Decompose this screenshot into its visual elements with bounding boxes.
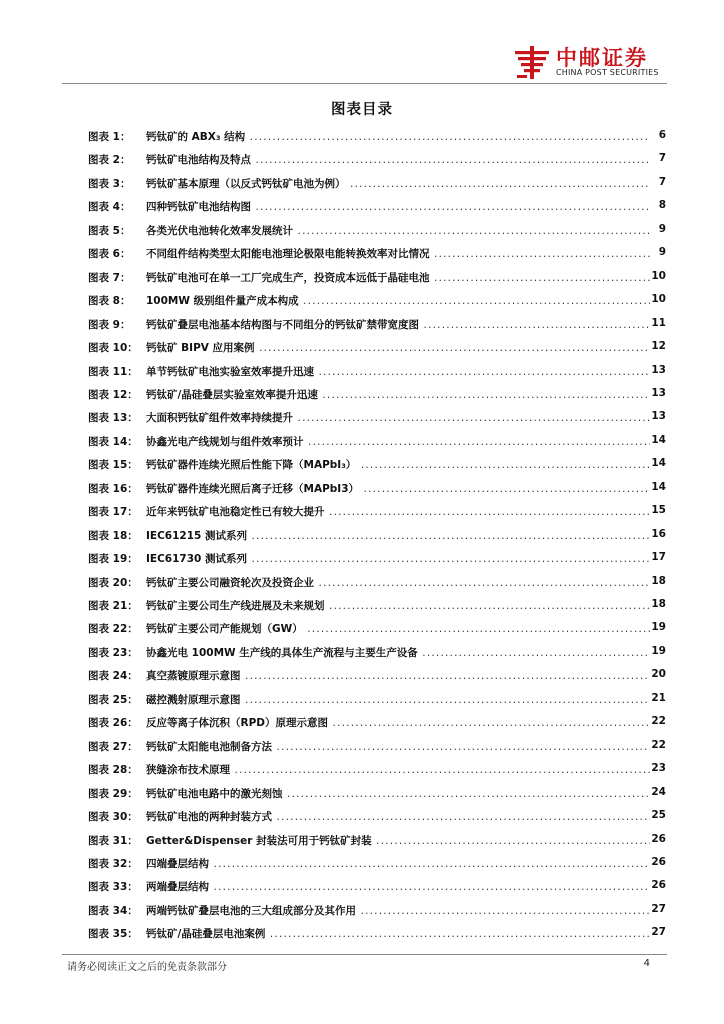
toc-figure-title: 磁控溅射原理示意图 ..... — [146, 692, 650, 707]
toc-entry[interactable] — [0, 197, 724, 215]
toc-figure-title: 钙钛矿主要公司融资轮次及投资企业 ..... — [146, 575, 650, 590]
toc-entry[interactable] — [0, 619, 724, 637]
toc-figure-title: 钙钛矿器件连续光照后离子迁移（MAPbI3） ..... — [146, 481, 650, 496]
toc-figure-number: 图表 8： — [88, 295, 131, 308]
toc-page-number: 14 — [651, 457, 666, 470]
toc-figure-number: 图表 15： — [88, 459, 138, 472]
toc-figure-number: 图表 13： — [88, 412, 138, 425]
toc-figure-title: 两端钙钛矿叠层电池的三大组成部分及其作用 ..... — [146, 903, 650, 918]
toc-figure-number: 图表 12： — [88, 388, 138, 401]
toc-page-number: 11 — [651, 316, 666, 329]
toc-figure-title: 钙钛矿器件连续光照后性能下降（MAPbI₃） ..... — [146, 457, 650, 472]
toc-page-number: 16 — [651, 527, 666, 540]
toc-page-number: 26 — [651, 855, 666, 868]
toc-figure-title: Getter&Dispenser 封装法可用于钙钛矿封装 ..... — [146, 833, 650, 848]
toc-page-number: 27 — [651, 902, 666, 915]
toc-entry[interactable] — [0, 174, 724, 192]
toc-figure-number: 图表 5： — [88, 224, 131, 237]
toc-figure-title: 反应等离子体沉积（RPD）原理示意图 ..... — [146, 715, 650, 730]
disclaimer-note: 请务必阅读正文之后的免责条款部分 — [67, 962, 227, 973]
toc-figure-number: 图表 6： — [88, 248, 131, 261]
toc-entry[interactable] — [0, 338, 724, 356]
toc-page-number: 6 — [650, 129, 666, 141]
toc-figure-number: 图表 20： — [88, 576, 138, 589]
toc-entry[interactable] — [0, 596, 724, 614]
toc-entry[interactable] — [0, 760, 724, 778]
toc-page-number: 9 — [650, 223, 666, 235]
toc-page-number: 12 — [651, 340, 666, 353]
toc-page-number: 25 — [651, 809, 666, 822]
toc-page-number: 19 — [651, 644, 666, 657]
toc-figure-number: 图表 9： — [88, 318, 131, 331]
toc-figure-number: 图表 30： — [88, 811, 138, 824]
toc-entry[interactable] — [0, 291, 724, 309]
toc-entry[interactable] — [0, 150, 724, 168]
toc-figure-number: 图表 4： — [88, 201, 131, 214]
toc-page-number: 21 — [651, 691, 666, 704]
toc-entry[interactable] — [0, 713, 724, 731]
toc-page-number: 18 — [651, 574, 666, 587]
toc-title: 图表目录 — [331, 102, 393, 118]
toc-figure-title: 不同组件结构类型太阳能电池理论极限电能转换效率对比情况 ..... — [146, 246, 650, 261]
brand-logo — [513, 42, 673, 88]
toc-page-number: 10 — [651, 269, 666, 282]
toc-page-number: 7 — [650, 176, 666, 188]
toc-entry[interactable] — [0, 924, 724, 942]
page-number: 4 — [643, 958, 650, 969]
toc-figure-title: 大面积钙钛矿组件效率持续提升 ..... — [146, 410, 650, 425]
toc-page-number: 9 — [650, 246, 666, 258]
toc-figure-title: 四端叠层结构 ..... — [146, 856, 650, 871]
toc-entry[interactable] — [0, 877, 724, 895]
toc-figure-number: 图表 17： — [88, 506, 138, 519]
toc-entry[interactable] — [0, 573, 724, 591]
toc-page-number: 26 — [651, 832, 666, 845]
toc-figure-number: 图表 21： — [88, 600, 138, 612]
toc-entry[interactable] — [0, 901, 724, 919]
toc-entry[interactable] — [0, 244, 724, 262]
toc-entry[interactable] — [0, 362, 724, 380]
toc-entry[interactable] — [0, 643, 724, 661]
toc-entry[interactable] — [0, 737, 724, 755]
toc-page-number: 8 — [650, 199, 666, 211]
toc-figure-number: 图表 19： — [88, 553, 138, 566]
toc-page-number: 22 — [651, 738, 666, 751]
brand-name-cn: 中邮证券 — [556, 46, 648, 70]
toc-page-number: 7 — [650, 152, 666, 164]
toc-entry[interactable] — [0, 854, 724, 872]
toc-figure-number: 图表 7： — [88, 271, 131, 284]
toc-figure-title: 钙钛矿主要公司生产线进展及未来规划 ..... — [146, 598, 650, 613]
toc-figure-title: 近年来钙钛矿电池稳定性已有较大提升 ..... — [146, 504, 650, 519]
toc-figure-title: 四种钙钛矿电池结构图 ..... — [146, 199, 650, 214]
toc-entry[interactable] — [0, 690, 724, 708]
toc-figure-title: 钙钛矿主要公司产能规划（GW） ..... — [146, 621, 650, 636]
toc-entry[interactable] — [0, 221, 724, 239]
toc-figure-number: 图表 3： — [88, 177, 131, 190]
toc-figure-number: 图表 31： — [88, 834, 138, 847]
toc-figure-title: 100MW 级别组件量产成本构成 ..... — [146, 293, 650, 308]
toc-figure-title: 协鑫光电产线规划与组件效率预计 ..... — [146, 434, 650, 449]
toc-figure-number: 图表 18： — [88, 529, 138, 542]
toc-page-number: 27 — [651, 926, 666, 939]
toc-figure-title: 钙钛矿/晶硅叠层电池案例 ..... — [146, 926, 650, 941]
toc-entry[interactable] — [0, 385, 724, 403]
toc-figure-number: 图表 29： — [88, 787, 138, 800]
toc-page-number: 13 — [651, 386, 666, 399]
toc-figure-number: 图表 14： — [88, 435, 138, 448]
toc-figure-title: 两端叠层结构 ..... — [146, 879, 650, 894]
toc-figure-title: 钙钛矿 BIPV 应用案例 ..... — [146, 340, 650, 355]
toc-page-number: 14 — [651, 480, 666, 493]
toc-figure-title: 单节钙钛矿电池实验室效率提升迅速 ..... — [146, 364, 650, 379]
toc-entry[interactable] — [0, 127, 724, 145]
toc-figure-number: 图表 10： — [88, 342, 138, 355]
toc-figure-number: 图表 28： — [88, 764, 138, 777]
toc-figure-title: 钙钛矿太阳能电池制备方法 ..... — [146, 739, 650, 754]
toc-figure-number: 图表 1： — [88, 131, 131, 143]
toc-figure-title: 钙钛矿叠层电池基本结构图与不同组分的钙钛矿禁带宽度图 ..... — [146, 317, 650, 332]
toc-page-number: 18 — [651, 598, 666, 610]
toc-entry[interactable] — [0, 268, 724, 286]
toc-figure-number: 图表 33： — [88, 881, 138, 894]
toc-figure-title: 钙钛矿基本原理（以反式钙钛矿电池为例） ..... — [146, 176, 650, 191]
toc-figure-title: 钙钛矿电池可在单一工厂完成生产，投资成本远低于晶硅电池 ..... — [146, 270, 650, 285]
toc-figure-number: 图表 24： — [88, 670, 138, 683]
toc-page-number: 15 — [651, 504, 666, 517]
toc-page-number: 17 — [651, 551, 666, 564]
toc-figure-number: 图表 23： — [88, 646, 138, 659]
toc-entry[interactable] — [0, 502, 724, 520]
toc-entry[interactable] — [0, 807, 724, 825]
toc-entry[interactable] — [0, 666, 724, 684]
toc-figure-title: IEC61215 测试系列 ..... — [146, 528, 650, 543]
toc-entry[interactable] — [0, 526, 724, 544]
header-divider — [62, 83, 667, 84]
brand-name-en: CHINA POST SECURITIES — [556, 68, 659, 77]
toc-figure-number: 图表 2： — [88, 154, 131, 167]
toc-figure-number: 图表 32： — [88, 857, 138, 870]
toc-figure-number: 图表 26： — [88, 717, 138, 730]
toc-page-number: 14 — [651, 433, 666, 446]
toc-entry[interactable] — [0, 432, 724, 450]
toc-figure-title: 钙钛矿电池结构及特点 ..... — [146, 152, 650, 167]
footer-divider — [62, 954, 667, 955]
toc-figure-number: 图表 16： — [88, 482, 138, 495]
toc-page-number: 19 — [651, 621, 666, 634]
toc-figure-title: 钙钛矿电池电路中的激光刻蚀 ..... — [146, 786, 650, 801]
toc-page-number: 23 — [651, 762, 666, 775]
toc-figure-number: 图表 35： — [88, 928, 138, 941]
toc-figure-title: IEC61730 测试系列 ..... — [146, 551, 650, 566]
toc-figure-number: 图表 11： — [88, 365, 138, 378]
toc-figure-title: 协鑫光电 100MW 生产线的具体生产流程与主要生产设备 ..... — [146, 645, 650, 660]
toc-page-number: 20 — [651, 668, 666, 681]
toc-figure-title: 钙钛矿/晶硅叠层实验室效率提升迅速 ..... — [146, 387, 650, 402]
toc-figure-number: 图表 34： — [88, 904, 138, 917]
toc-entry[interactable] — [0, 315, 724, 333]
toc-figure-number: 图表 25： — [88, 693, 138, 706]
toc-page-number: 13 — [651, 410, 666, 423]
toc-figure-title: 钙钛矿电池的两种封装方式 ..... — [146, 809, 650, 824]
toc-figure-title: 各类光伏电池转化效率发展统计 ..... — [146, 223, 650, 238]
toc-entry[interactable] — [0, 784, 724, 802]
toc-figure-title: 钙钛矿的 ABX₃ 结构 ..... — [146, 129, 650, 144]
toc-entry[interactable] — [0, 408, 724, 426]
toc-page-number: 22 — [651, 715, 666, 728]
toc-page-number: 24 — [651, 785, 666, 798]
toc-figure-number: 图表 27： — [88, 740, 138, 753]
china-post-logo-icon — [513, 44, 551, 82]
toc-entry[interactable] — [0, 455, 724, 473]
toc-page-number: 10 — [651, 293, 666, 306]
toc-figure-number: 图表 22： — [88, 623, 138, 636]
toc-figure-title: 真空蒸镀原理示意图 ..... — [146, 668, 650, 683]
toc-entry[interactable] — [0, 831, 724, 849]
toc-entry[interactable] — [0, 549, 724, 567]
toc-figure-title: 狭缝涂布技术原理 ..... — [146, 762, 650, 777]
toc-page-number: 26 — [651, 879, 666, 892]
toc-page-number: 13 — [651, 363, 666, 376]
toc-entry[interactable] — [0, 479, 724, 497]
